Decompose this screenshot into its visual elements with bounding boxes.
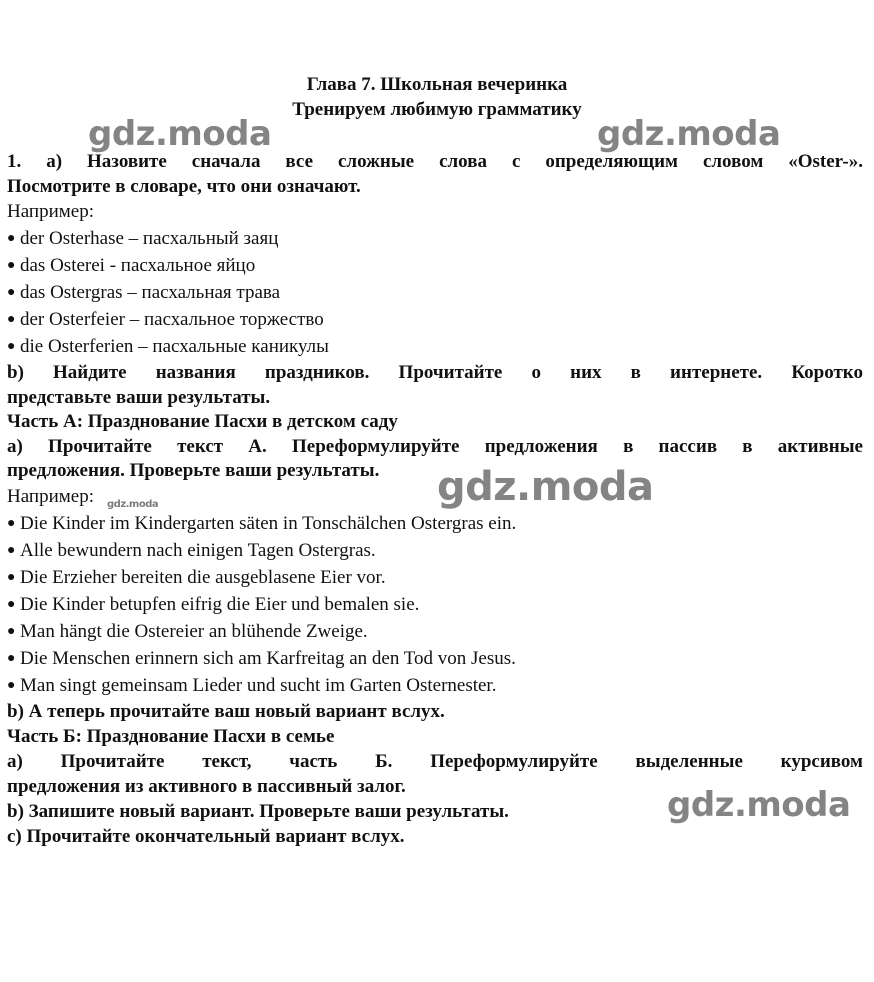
partB-heading: Часть Б: Празднование Пасхи в семье [7, 726, 335, 747]
partB-a-line1: а) Прочитайте текст, часть Б. Переформулируйте выделенные курсивом [7, 751, 863, 772]
bullet-icon: ● [7, 312, 16, 327]
partB-b: b) Запишите новый вариант. Проверьте ваши результаты. [7, 801, 509, 822]
bullet-icon: ● [7, 624, 16, 639]
list-item: ● das Osterei - пасхальное яйцо [7, 255, 256, 276]
bullet-icon: ● [7, 597, 16, 612]
task1-example-label: Например: [7, 201, 94, 222]
partB-c: с) Прочитайте окончательный вариант вслух. [7, 826, 405, 847]
watermark-logo: gdz.moda [597, 114, 781, 154]
bullet-icon: ● [7, 651, 16, 666]
bullet-icon: ● [7, 231, 16, 246]
list-item: ● Die Kinder im Kindergarten säten in Tonschälchen Ostergras ein. [7, 513, 517, 534]
bullet-icon: ● [7, 339, 16, 354]
list-item: ● Die Erzieher bereiten die ausgeblasene Eier vor. [7, 567, 386, 588]
task1-a-line2: Посмотрите в словаре, что они означают. [7, 176, 361, 197]
watermark-logo: gdz.moda [437, 464, 654, 510]
task1-b-line2: представьте ваши результаты. [7, 387, 271, 408]
list-item: ● die Osterferien – пасхальные каникулы [7, 336, 329, 357]
partA-a-line2: предложения. Проверьте ваши результаты. [7, 460, 380, 481]
list-item: ● der Osterhase – пасхальный заяц [7, 228, 279, 249]
chapter-subtitle: Тренируем любимую грамматику [292, 99, 582, 120]
list-item: ● Die Kinder betupfen eifrig die Eier und bemalen sie. [7, 594, 420, 615]
list-item: ● der Osterfeier – пасхальное торжество [7, 309, 324, 330]
bullet-icon: ● [7, 678, 16, 693]
watermark-small: gdz.moda [107, 499, 159, 510]
bullet-icon: ● [7, 285, 16, 300]
bullet-icon: ● [7, 570, 16, 585]
partA-b: b) А теперь прочитайте ваш новый вариант вслух. [7, 701, 445, 722]
partA-example-label: Например: [7, 486, 94, 507]
partA-heading: Часть А: Празднование Пасхи в детском саду [7, 411, 398, 432]
list-item: ● Alle bewundern nach einigen Tagen Ostergras. [7, 540, 376, 561]
list-item: ● Die Menschen erinnern sich am Karfreitag an den Tod von Jesus. [7, 648, 516, 669]
partB-a-line2: предложения из активного в пассивный залог. [7, 776, 406, 797]
bullet-icon: ● [7, 258, 16, 273]
list-item: ● Man singt gemeinsam Lieder und sucht im Garten Osternester. [7, 675, 497, 696]
chapter-title: Глава 7. Школьная вечеринка [306, 74, 568, 95]
bullet-icon: ● [7, 516, 16, 531]
list-item: ● das Ostergras – пасхальная трава [7, 282, 281, 303]
bullet-icon: ● [7, 543, 16, 558]
watermark-logo: gdz.moda [88, 114, 272, 154]
list-item: ● Man hängt die Ostereier an blühende Zweige. [7, 621, 368, 642]
watermark-logo: gdz.moda [667, 785, 851, 825]
task1-a-line1: 1. а) Назовите сначала все сложные слова с определяющим словом «Oster-». [7, 151, 863, 172]
partA-a-line1: а) Прочитайте текст А. Переформулируйте предложения в пассив в активные [7, 436, 863, 457]
task1-b-line1: b) Найдите названия праздников. Прочитайте о них в интернете. Коротко [7, 362, 863, 383]
